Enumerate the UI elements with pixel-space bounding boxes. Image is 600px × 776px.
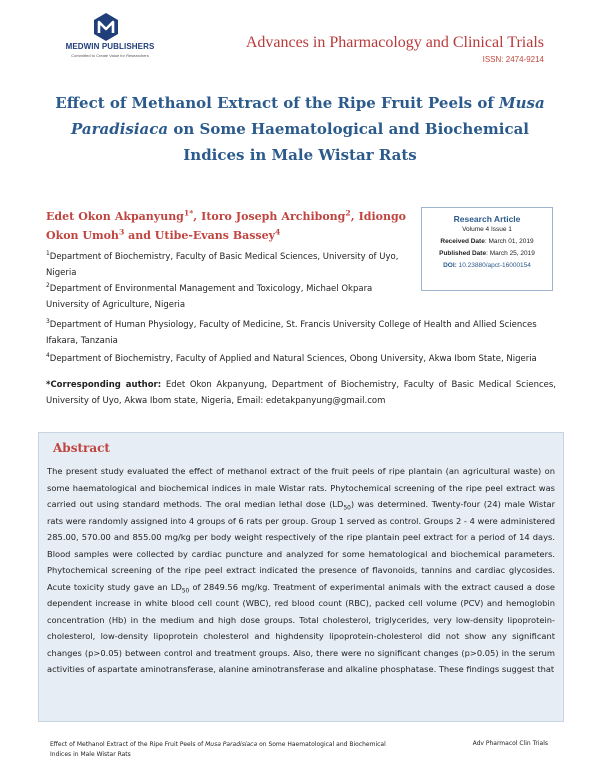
article-title xyxy=(44,90,556,168)
author-name: Idiongo Okon Umoh xyxy=(46,210,407,242)
publisher-tagline: Committed to Create Value for Researchers xyxy=(71,53,149,58)
author-name: Utibe-Evans Bassey xyxy=(154,229,276,242)
affiliation-marker: 4 xyxy=(46,352,50,360)
abstract-subscript: 50 xyxy=(181,588,190,595)
affiliation-marker: 1 xyxy=(46,250,50,258)
author-name: Edet Okon Akpanyung xyxy=(46,210,184,223)
article-type: Research Article xyxy=(453,214,521,224)
affiliation-item xyxy=(46,317,556,349)
affiliation-list xyxy=(46,249,410,313)
published-label: Published Date xyxy=(439,250,487,257)
footer-title-text-end: on Some Haematological and Biochemical Indices in Male Wistar Rats xyxy=(50,741,386,758)
author-separator: , xyxy=(350,210,359,223)
affiliation-text: Department of Human Physiology, Faculty of Medicine, St. Francis University College of Health and Allied Sciences Ifakara, Tanzania xyxy=(46,320,537,346)
affiliation-marker: 3 xyxy=(46,318,50,326)
abstract-heading: Abstract xyxy=(53,441,110,455)
footer-article-title xyxy=(50,740,390,760)
doi[interactable] xyxy=(422,262,552,269)
publisher-name: MEDWIN PUBLISHERS xyxy=(65,42,155,51)
affiliation-text: Department of Biochemistry, Faculty of Basic Medical Sciences, University of Uyo, Nigeria xyxy=(46,252,399,278)
author-separator: and xyxy=(124,229,155,242)
publisher-logo xyxy=(60,12,160,70)
corresponding-author xyxy=(46,377,556,409)
footer-title-species: Musa Paradisiaca xyxy=(205,741,258,748)
author-name: Itoro Joseph Archibong xyxy=(201,210,346,223)
abstract-subscript: 50 xyxy=(343,505,351,512)
author-separator: , xyxy=(193,210,202,223)
received-label: Received Date xyxy=(440,238,485,245)
affiliation-item xyxy=(46,249,410,281)
affiliation-text: Department of Environmental Management and Toxicology, Michael Okpara University of Agriculture, Nigeria xyxy=(46,284,373,310)
received-value: : March 01, 2019 xyxy=(484,238,534,245)
author-list xyxy=(46,207,406,245)
title-text: Effect of Methanol Extract of the Ripe Fruit Peels of xyxy=(55,94,500,112)
abstract-text-part: of 2849.56 mg/kg. Treatment of experimental animals with the extract caused a dose dependent increase in white blood cell count (WBC), red blood count (RBC), packed cell volume (PCV) and hemoglobin concentration (Hb) in the medium and high dose groups. Total cholesterol, triglycerides, very low-density lipoprotein-cholesterol, low-density lipoprotein cholesterol and highdensity lipoprotein-cholesterol did not show any significant changes (p>0.05) between control and treatment groups. Also, there were no significant changes (p>0.05) in the serum activities of aspartate aminotransferase, alanine aminotransferase and alkaline phosphatase. These findings suggest that xyxy=(47,581,555,674)
journal-name: Advances in Pharmacology and Clinical Trials xyxy=(245,34,544,51)
received-date xyxy=(422,236,552,248)
corresponding-text: Edet Okon Akpanyung, Department of Biochemistry, Faculty of Basic Medical Sciences, University of Uyo, Akwa Ibom state, Nigeria, Email: edetakpanyung@gmail.com xyxy=(46,380,556,406)
published-date xyxy=(422,248,552,260)
published-value: : March 25, 2019 xyxy=(486,250,535,257)
volume-issue: Volume 4 Issue 1 xyxy=(462,226,512,233)
issn: ISSN: 2474-9214 xyxy=(482,55,544,64)
abstract-body xyxy=(47,463,555,678)
affiliation-marker: 2 xyxy=(46,282,50,290)
author-marker: 1* xyxy=(183,208,194,218)
title-species: Musa Paradisiaca xyxy=(71,94,545,138)
abstract-text-part: ) was determined. Twenty-four (24) male Wistar rats were randomly assigned into 4 groups of 6 rats per group. Group 1 served as control. Groups 2 - 4 were administered 285.00, 570.00 and 855.00 mg/kg per body weight respectively of the ripe plantain peel extract for a period of 14 days. Blood samples were collected by cardiac puncture and analyzed for some hematological and biochemical parameters. Phytochemical screening of the ripe peel extract indicated the presence of flavonoids, tannins and cardiac glycosides. Acute toxicity study gave an LD xyxy=(47,499,555,592)
author-marker: 2 xyxy=(345,208,351,218)
doi-label: DOI: xyxy=(443,262,457,269)
doi-value[interactable]: 10.23880/apct-16000154 xyxy=(456,262,531,269)
article-info-box xyxy=(421,207,553,291)
title-text-end: on Some Haematological and Biochemical Indices in Male Wistar Rats xyxy=(168,120,529,164)
author-marker: 4 xyxy=(275,227,281,237)
footer-journal-abbrev: Adv Pharmacol Clin Trials xyxy=(472,740,548,747)
abstract-section xyxy=(38,432,564,722)
affiliation-item xyxy=(46,281,410,313)
author-marker: 3 xyxy=(118,227,125,237)
affiliation-item xyxy=(46,351,556,367)
affiliation-text: Department of Biochemistry, Faculty of Applied and Natural Sciences, Obong University, Akwa Ibom State, Nigeria xyxy=(49,354,537,364)
medwin-logo-icon xyxy=(92,12,120,42)
corresponding-label: *Corresponding author: xyxy=(46,380,162,390)
abstract-text-part: The present study evaluated the effect of methanol extract of the fruit peels of ripe plantain (an agricultural waste) on some haematological and biochemical indices in male Wistar rats. Phytochemical screening of the ripe peel extract was carried out using standard methods. The oral median lethal dose (LD xyxy=(47,466,555,509)
footer-title-text: Effect of Methanol Extract of the Ripe Fruit Peels of xyxy=(50,741,206,748)
